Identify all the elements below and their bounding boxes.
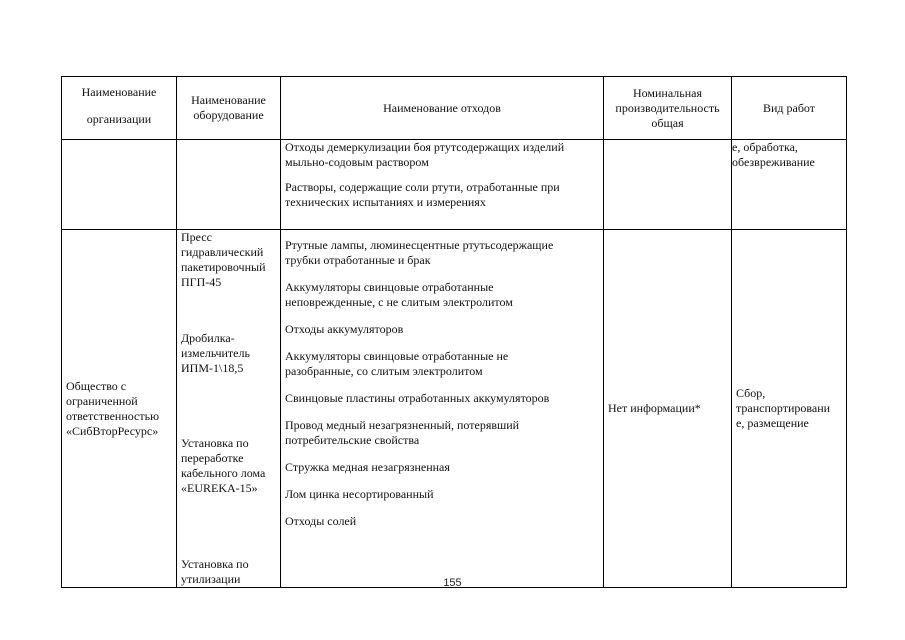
waste-item: Провод медный незагрязненный, потерявший потребительские свойства — [285, 418, 520, 447]
waste-item: Отходы солей — [285, 514, 357, 528]
waste-item: Ртутные лампы, люминесцентные ртутьсодержащие трубки отработанные и брак — [285, 238, 554, 267]
cell-work: Сбор, транспортировани е, размещение — [732, 230, 847, 588]
cell-equipment — [177, 230, 281, 588]
cell-organization — [62, 230, 177, 588]
waste-item: Аккумуляторы свинцовые отработанные неповрежденные, с не слитым электролитом — [285, 280, 513, 309]
header-equipment: Наименование оборудование — [177, 77, 281, 140]
cell-waste — [281, 230, 604, 588]
equipment-item: Дробилка- измельчитель ИПМ-1\18,5 — [181, 331, 250, 375]
waste-item: Лом цинка несортированный — [285, 487, 434, 501]
cell-work: е, обработка, обезвреживание — [732, 140, 847, 230]
waste-item: Аккумуляторы свинцовые отработанные не разобранные, со слитым электролитом — [285, 349, 509, 378]
equipment-item: Пресс гидравлический пакетировочный ПГП-45 — [181, 230, 266, 289]
header-work: Вид работ — [732, 77, 847, 140]
table-row — [62, 140, 847, 230]
cell-waste — [281, 140, 604, 230]
header-waste: Наименование отходов — [281, 77, 604, 140]
cell-capacity — [604, 140, 732, 230]
page-number: 155 — [443, 577, 462, 589]
waste-item: Свинцовые пластины отработанных аккумуляторов — [285, 391, 550, 405]
waste-item: Отходы демеркулизации боя ртутсодержащих изделий мыльно-содовым раствором — [285, 140, 565, 169]
header-capacity: Номинальная производительность общая — [604, 77, 732, 140]
waste-item: Стружка медная незагрязненная — [285, 460, 450, 474]
cell-organization — [62, 140, 177, 230]
organization-name: Общество с ограниченной ответственностью «СибВторРесурс» — [66, 378, 160, 438]
waste-item: Отходы аккумуляторов — [285, 322, 404, 336]
cell-capacity: Нет информации* — [604, 230, 732, 588]
cell-equipment — [177, 140, 281, 230]
table-row — [62, 230, 847, 588]
header-organization: Наименование организации — [62, 77, 177, 140]
equipment-item: Установка по переработке кабельного лома «EUREKA-15» — [181, 436, 266, 495]
equipment-item: Установка по утилизации — [181, 557, 249, 586]
waste-table — [61, 76, 847, 588]
waste-item: Растворы, содержащие соли ртути, отработанные при технических испытаниях и измерениях — [285, 180, 560, 209]
table-header-row — [62, 77, 847, 140]
